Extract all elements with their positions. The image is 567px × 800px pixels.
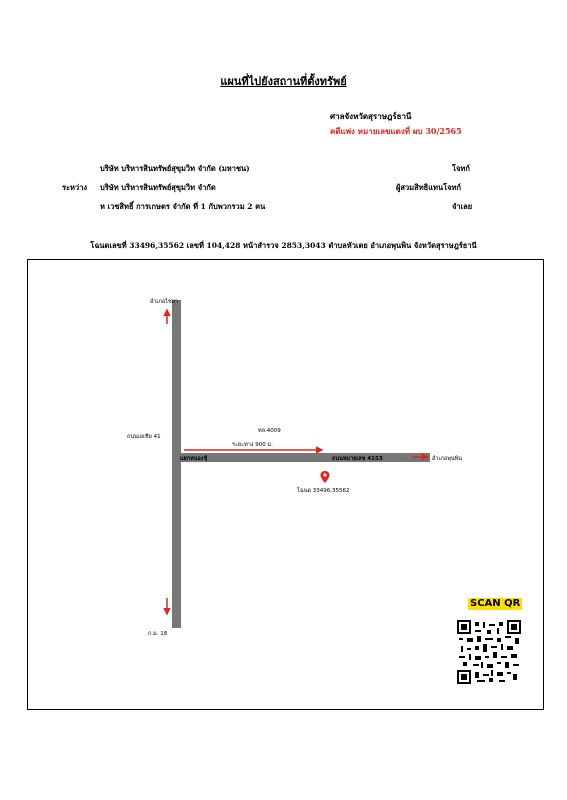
qr-code-icon[interactable] xyxy=(457,620,521,684)
party-role-defendant: จำเลย xyxy=(452,202,473,211)
location-pin-icon xyxy=(321,471,330,483)
party-name-successor: บริษัท บริหารสินทรัพย์สุขุมวิท จำกัด xyxy=(100,183,216,192)
north-destination-label: อำเภอไชยา xyxy=(150,299,179,305)
party-prefix-between: ระหว่าง xyxy=(62,183,88,192)
court-name: ศาลจังหวัดสุราษฎร์ธานี xyxy=(330,111,412,121)
highway-label: ทล.4009 xyxy=(258,428,281,434)
distance-label: ระยะทาง 900 ม. xyxy=(232,442,273,448)
scan-qr-label: SCAN QR xyxy=(470,598,521,609)
east-destination-label: อำเภอพุนพิน xyxy=(432,456,462,462)
property-label: โฉนด 33496,35562 xyxy=(297,488,350,494)
case-number: คดีแพ่ง หมายเลขแดงที่ ผบ 30/2565 xyxy=(330,126,462,136)
party-role-plaintiff: โจทก์ xyxy=(452,164,470,173)
party-name-defendant: ห เวชสิทธิ์ การเกษตร จำกัด ที่ 1 กับพวกรวม 2 คน xyxy=(100,202,266,211)
junction-label: แยกหนองชุ้ xyxy=(180,456,208,462)
main-road-label: ถนนเอเชีย 41 xyxy=(127,434,161,440)
party-name-plaintiff: บริษัท บริหารสินทรัพย์สุขุมวิท จำกัด (มหาชน) xyxy=(100,164,250,173)
side-road-label: ถนนหมายเลข 4153 xyxy=(332,456,383,462)
south-destination-label: ก.ม. 18 xyxy=(148,631,168,637)
party-role-successor: ผู้สวมสิทธิแทนโจทก์ xyxy=(396,183,462,192)
page-title: แผนที่ไปยังสถานที่ตั้งทรัพย์ xyxy=(220,75,347,88)
deed-info: โฉนดเลขที่ 33496,35562 เลขที่ 104,428 หน้าสำรวจ 2853,3043 ตำบลหัวเตย อำเภอพุนพิน จังหวัดสุราษฎร์ธานี xyxy=(90,241,477,250)
